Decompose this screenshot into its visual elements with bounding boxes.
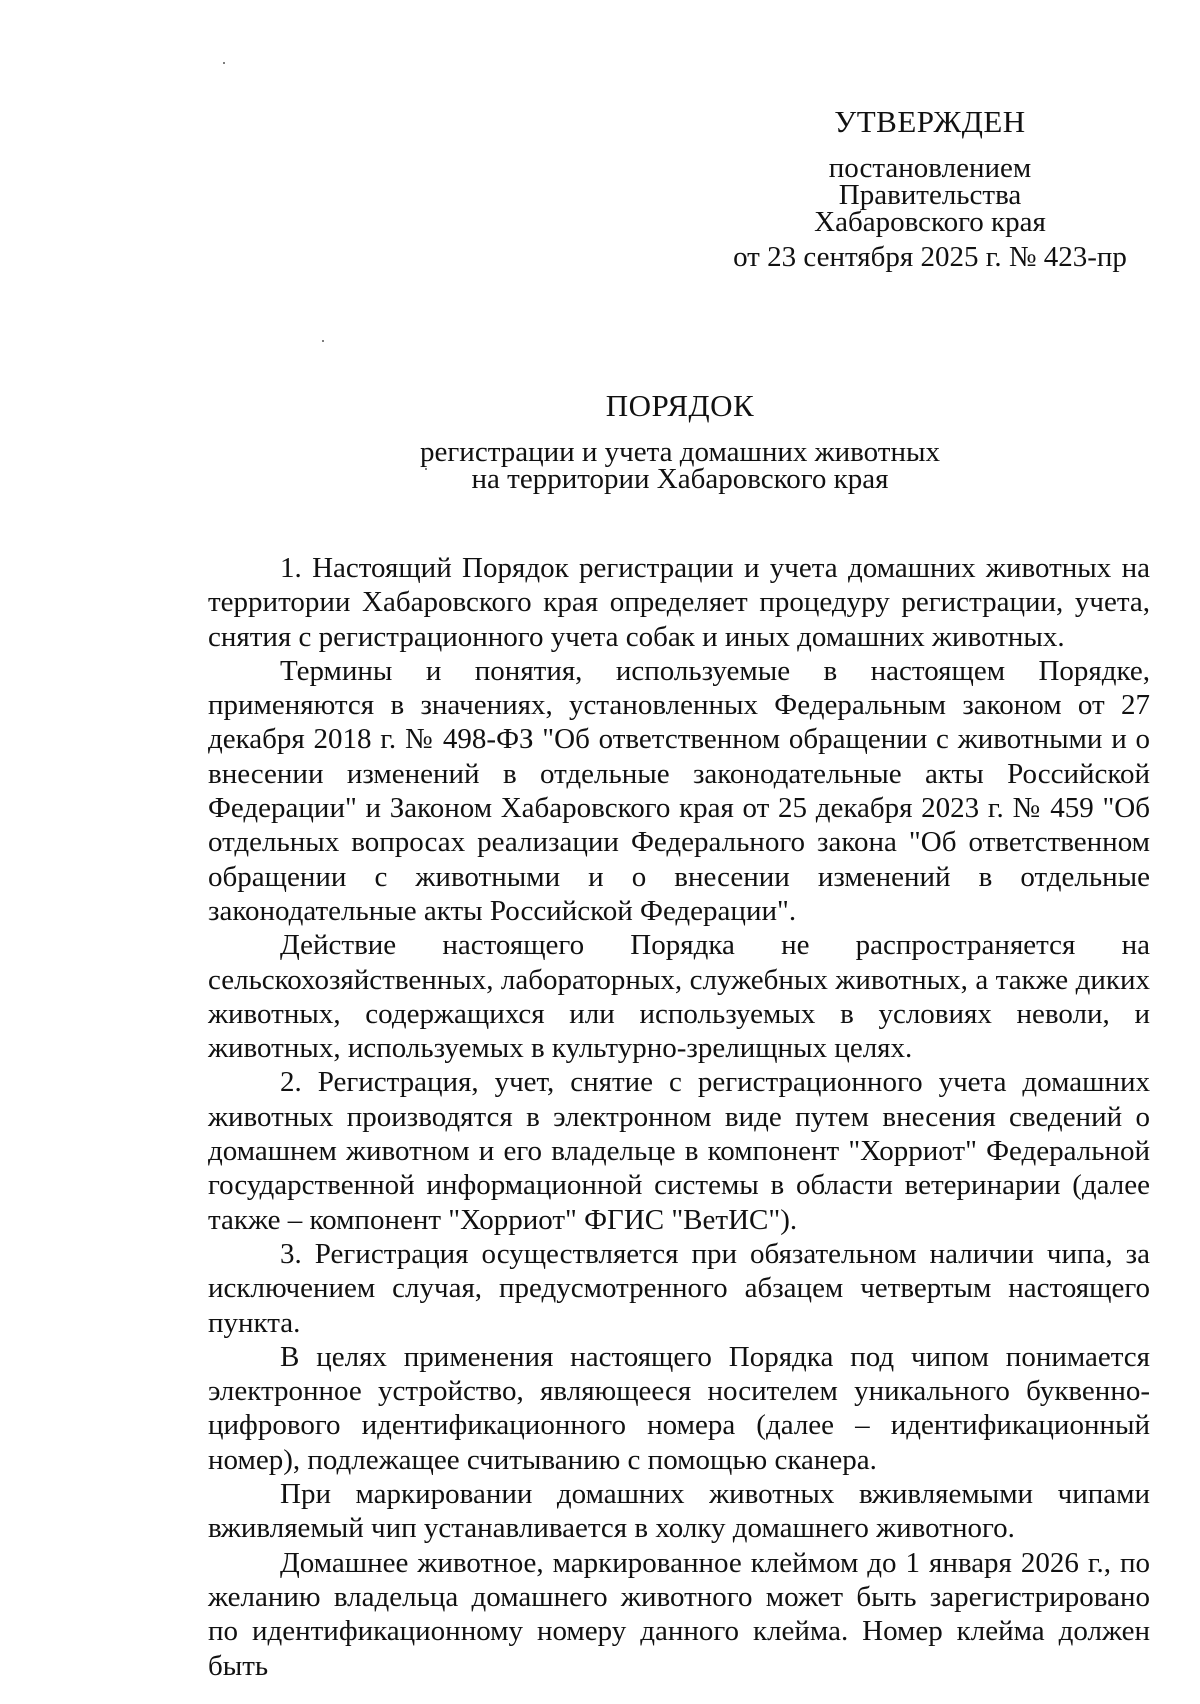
paragraph: Термины и понятия, используемые в настоящем Порядке, применяются в значениях, установленных Федеральным законом от 27 декабря 2018 г. № 498-ФЗ "Об ответственном обращении с животными и о внесении изменений в отдельные законодательные акты Российской Федерации" и Законом Хабаровского края от 25 декабря 2023 г. № 459 "Об отдельных вопросах реализации Федерального закона "Об ответственном обращении с животными и о внесении изменений в отдельные законодательные акты Российской Федерации". (208, 654, 1150, 927)
approval-line: постановлением (828, 152, 1032, 184)
approval-stamp (700, 104, 1160, 273)
document-body (208, 551, 1150, 1683)
approval-line: Хабаровского края (814, 206, 1046, 238)
paragraph: 3. Регистрация осуществляется при обязательном наличии чипа, за исключением случая, предусмотренного абзацем четвертым настоящего пункта. (208, 1237, 1150, 1339)
paragraph: 1. Настоящий Порядок регистрации и учета домашних животных на территории Хабаровского края определяет процедуру регистрации, учета, снятия с регистрационного учета собак и иных домашних животных. (208, 552, 1150, 653)
document-title: ПОРЯДОК (605, 388, 755, 423)
scan-speck (223, 62, 225, 64)
approval-line: Правительства (838, 179, 1022, 211)
approval-title: УТВЕРЖДЕН (834, 104, 1026, 139)
paragraph: Действие настоящего Порядка не распространяется на сельскохозяйственных, лабораторных, служебных животных, а также диких животных, содержащихся или используемых в условиях неволи, и животных, используемых в культурно-зрелищных целях. (208, 929, 1150, 1065)
document-subtitle: регистрации и учета домашних животных (420, 436, 940, 468)
document-subtitle: на территории Хабаровского края (471, 463, 889, 495)
paragraph: 2. Регистрация, учет, снятие с регистрационного учета домашних животных производятся в электронном виде путем внесения сведений о домашнем животном и его владельце в компонент "Хорриот" Федеральной государственной информационной системы в области ветеринарии (далее также – компонент "Хорриот" ФГИС "ВетИС"). (208, 1066, 1150, 1236)
paragraph: При маркировании домашних животных вживляемыми чипами вживляемый чип устанавливается в холку домашнего животного. (208, 1478, 1150, 1545)
scan-speck (322, 340, 324, 342)
document-header (0, 388, 1200, 495)
paragraph: Домашнее животное, маркированное клеймом до 1 января 2026 г., по желанию владельца домашнего животного может быть зарегистрировано по идентификационному номеру данного клейма. Номер клейма должен быть (208, 1546, 1150, 1682)
approval-date: от 23 сентября 2025 г. № 423-пр (733, 241, 1127, 273)
paragraph: В целях применения настоящего Порядка под чипом понимается электронное устройство, являющееся носителем уникального буквенно-цифрового идентификационного номера (далее – идентификационный номер), подлежащее считыванию с помощью сканера. (208, 1340, 1150, 1476)
